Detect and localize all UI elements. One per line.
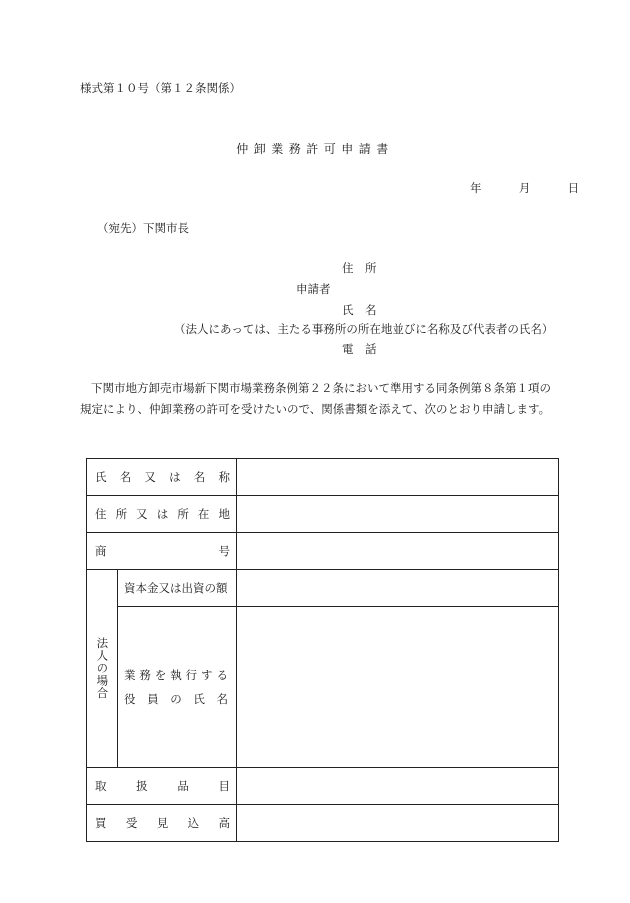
row-label-goods: [87, 768, 237, 805]
label-char: 名: [193, 470, 206, 484]
name-label: 氏 名: [342, 303, 377, 317]
trade-name-label-text: [95, 543, 230, 559]
name-input-cell[interactable]: [237, 459, 559, 496]
row-label-capital: [118, 570, 237, 607]
label-char: 号: [218, 544, 230, 558]
row-label-address: [87, 496, 237, 533]
label-char: は: [156, 507, 169, 521]
officers-input-cell[interactable]: [237, 607, 559, 768]
label-char: 受: [125, 816, 138, 830]
label-char: 品: [177, 779, 189, 793]
label-char: 込: [187, 816, 200, 830]
label-char: 名: [119, 470, 132, 484]
capital-label-text: 資本金又は出資の額: [124, 581, 228, 595]
label-char: 所: [115, 507, 128, 521]
name-label-text: [95, 469, 230, 485]
officers-label-line1: [124, 663, 228, 687]
application-form-table: [86, 458, 559, 842]
label-char: 在: [197, 507, 210, 521]
label-char: る: [216, 668, 228, 682]
label-char: 又: [144, 470, 156, 484]
address-label-text: [95, 506, 230, 522]
label-char: 称: [218, 470, 230, 484]
label-char: 又: [136, 507, 148, 521]
goods-input-cell[interactable]: [237, 768, 559, 805]
label-char: 行: [185, 668, 198, 682]
volume-input-cell[interactable]: [237, 805, 559, 842]
label-char: 住: [95, 507, 107, 521]
capital-input-cell[interactable]: [237, 570, 559, 607]
document-title: 仲卸業務許可申請書: [236, 142, 394, 156]
label-char: 目: [218, 779, 230, 793]
volume-label-text: [95, 815, 230, 831]
label-char: 商: [95, 544, 107, 558]
label-char: 取: [95, 779, 107, 793]
label-char: は: [169, 470, 181, 484]
label-char: 所: [177, 507, 189, 521]
officers-label-line2: [124, 687, 228, 711]
label-char: 氏: [95, 470, 107, 484]
addressee: （宛先）下関市長: [97, 221, 189, 235]
goods-label-text: [95, 778, 230, 794]
row-label-trade-name: [87, 533, 237, 570]
label-char: 業: [124, 668, 136, 682]
row-label-name: [87, 459, 237, 496]
applicant-label: 申請者: [296, 282, 331, 296]
corporate-group-label: 法人の場合: [95, 637, 110, 700]
date-month: 月: [518, 181, 531, 195]
label-char: 地: [218, 507, 230, 521]
label-char: 名: [216, 692, 228, 706]
label-char: 役: [124, 692, 136, 706]
name-note: （法人にあっては、主たる事務所の所在地並びに名称及び代表者の氏名）: [174, 322, 554, 336]
application-statement: 下関市地方卸売市場新下関市場業務条例第２２条において準用する同条例第８条第１項の規定により、仲卸業務の許可を受けたいので、関係書類を添えて、次のとおり申請します。: [80, 381, 551, 416]
label-char: 見: [156, 816, 169, 830]
label-char: 氏: [193, 692, 205, 706]
form-number: 様式第１０号（第１２条関係）: [80, 81, 241, 95]
trade-name-input-cell[interactable]: [237, 533, 559, 570]
row-label-officers: [118, 607, 237, 768]
label-char: を: [154, 668, 167, 682]
label-char: す: [201, 668, 213, 682]
date-year: 年: [470, 181, 482, 195]
phone-label: 電 話: [342, 342, 377, 356]
row-label-volume: [87, 805, 237, 842]
label-char: 扱: [136, 779, 148, 793]
label-char: 員: [147, 692, 159, 706]
address-label: 住 所: [342, 261, 377, 275]
label-char: 買: [95, 816, 107, 830]
label-char: 執: [170, 668, 182, 682]
date-day: 日: [567, 181, 580, 195]
corporate-group-cell: [87, 570, 118, 768]
label-char: の: [170, 692, 182, 706]
label-char: 務: [139, 668, 151, 682]
date-line: [470, 180, 579, 196]
label-char: 高: [218, 816, 230, 830]
address-input-cell[interactable]: [237, 496, 559, 533]
